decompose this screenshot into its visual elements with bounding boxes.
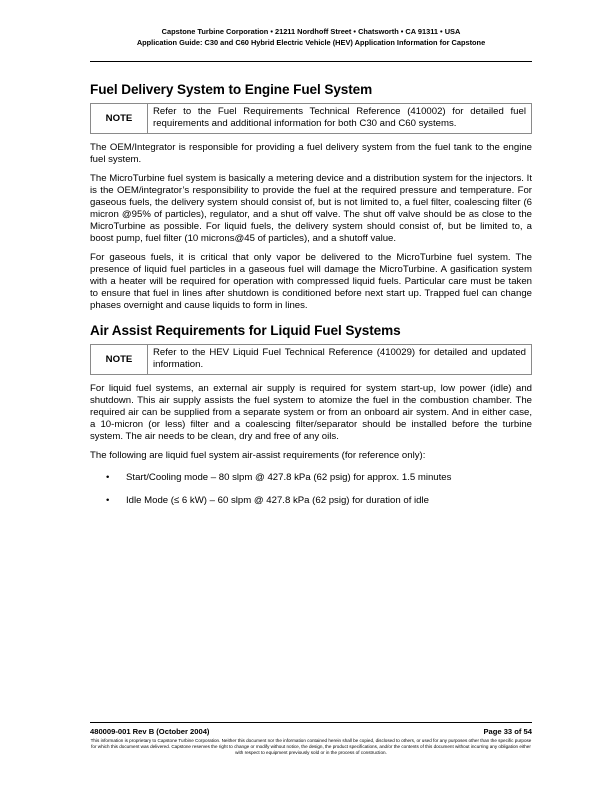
- header-divider: [90, 61, 532, 62]
- paragraph: For liquid fuel systems, an external air supply is required for system start-up, low power (idle) and shutdown. This air supply assists the fuel system to atomize the fuel in the combustion chamber. The required air can be supplied from a separate system or from an onboard air system. And in either case, a 10-micron (or less) filter and a coalescing filter/separator should be installed before the turbine system. The air needs to be clean, dry and free of any oils.: [90, 383, 532, 442]
- section-title-air-assist: Air Assist Requirements for Liquid Fuel Systems: [90, 323, 401, 338]
- page-header: [90, 26, 532, 48]
- page-number: Page 33 of 54: [483, 727, 532, 736]
- note-label: NOTE: [91, 345, 148, 374]
- note-text: Refer to the Fuel Requirements Technical Reference (410002) for detailed fuel requirements and additional information for both C30 and C60 systems.: [153, 106, 526, 129]
- header-guide-title: Application Guide: C30 and C60 Hybrid Electric Vehicle (HEV) Application Information for Capstone: [136, 38, 486, 47]
- note-label: NOTE: [91, 104, 148, 133]
- note-box-fuel-delivery: [90, 103, 532, 134]
- list-item-text: Idle Mode (≤ 6 kW) – 60 slpm @ 427.8 kPa (62 psig) for duration of idle: [126, 495, 429, 506]
- paragraph: For gaseous fuels, it is critical that only vapor be delivered to the MicroTurbine fuel system. The presence of liquid fuel particles in a gaseous fuel will damage the MicroTurbine. A gasification system with a heater will be required for operation with compressed liquid fuels. Particular care must be taken to ensure that fuel in lines after shutdown is conditioned before next start up. Trapped fuel can change phases overnight and cause liquids to form in lines.: [90, 252, 532, 311]
- air-assist-requirements-list: [90, 472, 532, 507]
- page-footer: [90, 727, 532, 736]
- list-item-text: Start/Cooling mode – 80 slpm @ 427.8 kPa (62 psig) for approx. 1.5 minutes: [126, 472, 452, 483]
- paragraph: The OEM/Integrator is responsible for providing a fuel delivery system from the fuel tank to the engine fuel system.: [90, 142, 532, 165]
- document-id: 480009-001 Rev B (October 2004): [90, 727, 210, 736]
- note-box-air-assist: [90, 344, 532, 375]
- bullet-icon: •: [106, 472, 110, 483]
- footer-divider: [90, 722, 532, 723]
- header-address-line: Capstone Turbine Corporation • 21211 Nordhoff Street • Chatsworth • CA 91311 • USA: [161, 27, 461, 36]
- list-item: [90, 472, 532, 484]
- paragraph: The MicroTurbine fuel system is basically a metering device and a distribution system for the injectors. It is the OEM/integrator’s responsibility to provide the fuel at the required pressure and temperature. For gaseous fuels, the delivery system should consist of, but is not limited to, a fuel filter, coalescing filter (6 micron @95% of particles), regulator, and a shut off valve. The shut off valve should be as close to the MicroTurbine as possible. For liquid fuels, the delivery system should consist of, but be limited to, a boost pump, fuel filter (10 microns@45 of particles), and a shutoff value.: [90, 173, 532, 244]
- proprietary-disclaimer: This information is proprietary to Capstone Turbine Corporation. Neither this document nor the information contained herein shall be copied, disclosed to others, or used for any purposes other than the specific purpose for which this document was delivered. Capstone reserves the right to change or modify without notice, the design, the product specifications, and/or the contents of this document without incurring any obligation either with respect to equipment previously sold or in the process of construction.: [90, 738, 532, 755]
- section-title-fuel-delivery: Fuel Delivery System to Engine Fuel System: [90, 82, 373, 97]
- list-item: [90, 495, 532, 507]
- page-body: [90, 82, 532, 518]
- paragraph: The following are liquid fuel system air-assist requirements (for reference only):: [90, 450, 426, 461]
- note-text: Refer to the HEV Liquid Fuel Technical Reference (410029) for detailed and updated information.: [153, 347, 526, 370]
- bullet-icon: •: [106, 495, 110, 506]
